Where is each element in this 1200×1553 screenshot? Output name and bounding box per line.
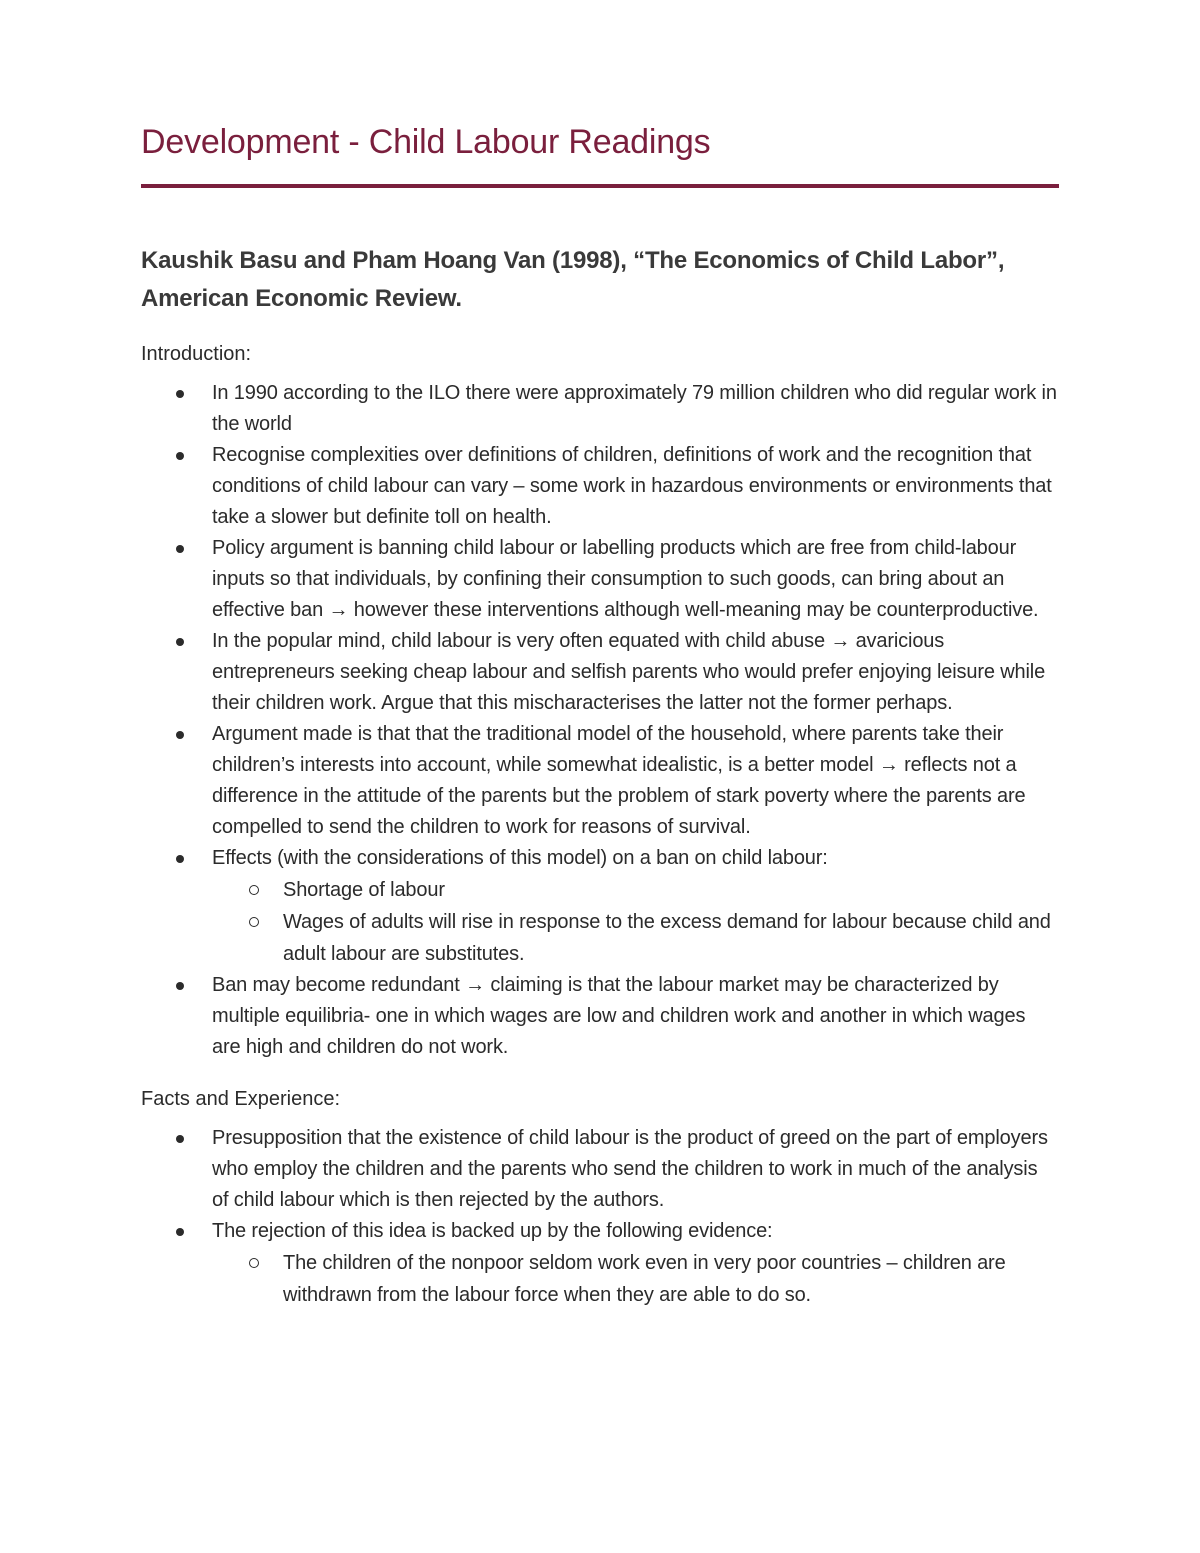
list-item	[141, 719, 1059, 843]
section-2	[141, 1085, 1059, 1311]
list-item	[141, 440, 1059, 533]
document-page	[141, 118, 1059, 1311]
bullet-icon	[176, 390, 184, 398]
sub-list-item-text: The children of the nonpoor seldom work even in very poor countries – children are withdrawn from the labour force when they are able to do so.	[283, 1252, 1006, 1306]
hollow-bullet-icon	[249, 917, 259, 927]
sub-list-item	[212, 906, 1059, 970]
bullet-icon	[176, 1228, 184, 1236]
bullet-icon	[176, 731, 184, 739]
bullet-icon	[176, 452, 184, 460]
sub-list-item-text: Shortage of labour	[283, 879, 445, 901]
bullet-icon	[176, 982, 184, 990]
bullet-icon	[176, 855, 184, 863]
hollow-bullet-icon	[249, 885, 259, 895]
bullet-icon	[176, 545, 184, 553]
bullet-icon	[176, 1135, 184, 1143]
list-item-text: In 1990 according to the ILO there were approximately 79 million children who did regular work in the world	[212, 382, 1057, 435]
list-item-text: Policy argument is banning child labour or labelling products which are free from child-labour inputs so that individuals, by confining their consumption to such goods, can bring about an effective ban → however these interventions although well-meaning may be counterproductive.	[212, 537, 1039, 621]
section-1	[141, 340, 1059, 1063]
bullet-icon	[176, 638, 184, 646]
reading-citation: Kaushik Basu and Pham Hoang Van (1998), “The Economics of Child Labor”, American Economic Review.	[141, 247, 1005, 312]
list-item-text: Recognise complexities over definitions of children, definitions of work and the recognition that conditions of child labour can vary – some work in hazardous environments or environments that take a slower but definite toll on health.	[212, 444, 1052, 528]
list-item-text: Effects (with the considerations of this model) on a ban on child labour:	[212, 847, 828, 869]
list-item	[141, 1216, 1059, 1311]
hollow-bullet-icon	[249, 1258, 259, 1268]
bullet-list	[141, 1123, 1059, 1311]
list-item	[141, 533, 1059, 626]
list-item-text: The rejection of this idea is backed up by the following evidence:	[212, 1220, 773, 1242]
list-item	[141, 843, 1059, 970]
list-item	[141, 970, 1059, 1063]
sub-list	[141, 1247, 1059, 1311]
section-heading: Facts and Experience:	[141, 1088, 340, 1110]
bullet-list	[141, 378, 1059, 1063]
list-item	[141, 626, 1059, 719]
list-item-text: Ban may become redundant → claiming is that the labour market may be characterized by multiple equilibria- one in which wages are low and children work and another in which wages are high and children do not work.	[212, 974, 1026, 1058]
title-divider	[141, 184, 1059, 188]
sub-list-item	[212, 874, 1059, 906]
section-heading: Introduction:	[141, 343, 252, 365]
list-item-text: Presupposition that the existence of child labour is the product of greed on the part of employers who employ the children and the parents who send the children to work in much of the analysis of child labour which is then rejected by the authors.	[212, 1127, 1048, 1211]
sub-list	[141, 874, 1059, 970]
list-item	[141, 1123, 1059, 1216]
list-item-text: Argument made is that that the traditional model of the household, where parents take their children’s interests into account, while somewhat idealistic, is a better model → reflects not a difference in the attitude of the parents but the problem of stark poverty where the parents are compelled to send the children to work for reasons of survival.	[212, 723, 1026, 838]
sub-list-item	[212, 1247, 1059, 1311]
list-item-text: In the popular mind, child labour is very often equated with child abuse → avaricious entrepreneurs seeking cheap labour and selfish parents who would prefer enjoying leisure while their children work. Argue that this mischaracterises the latter not the former perhaps.	[212, 630, 1046, 714]
document-title: Development - Child Labour Readings	[141, 123, 711, 161]
list-item	[141, 378, 1059, 440]
sections-container	[141, 340, 1059, 1311]
sub-list-item-text: Wages of adults will rise in response to the excess demand for labour because child and adult labour are substitutes.	[283, 911, 1051, 965]
